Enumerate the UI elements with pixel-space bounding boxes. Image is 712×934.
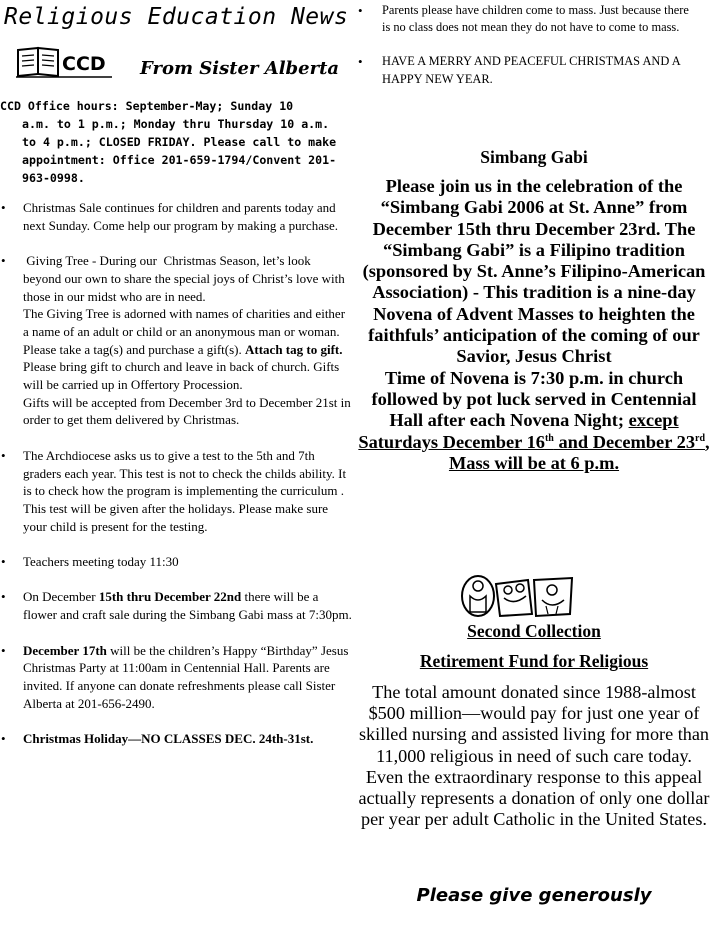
- announcement-list: [0, 199, 352, 748]
- list-item: [356, 2, 696, 36]
- craft-sale-text-a: On December: [23, 589, 99, 605]
- archdiocese-test-text: The Archdiocese asks us to give a test to the 5th and 7th graders each year. This test is not to check the childs ability. It is to check how the program is implementing the curriculum . This test will be given after the holidays. Please make sure your child is present for the testing.: [23, 447, 347, 534]
- ordinal-suffix: th: [544, 432, 554, 444]
- simbang-gabi-body: [356, 176, 712, 474]
- please-give-generously: Please give generously: [416, 885, 652, 906]
- retirement-fund-body: The total amount donated since 1988-almost $500 million—would pay for just one year of skilled nursing and assisted living for more than 11,000 religious in need of such care today. Even the extraordinary response to this appeal actually represents a donation of only one dollar per year per adult Catholic in the United States.: [358, 682, 710, 830]
- ccd-logo-text: CCD: [62, 53, 106, 75]
- ccd-logo: [16, 44, 112, 78]
- saturday-exception-c: , Mass will be at 6 p.m.: [448, 431, 710, 473]
- giving-tree-drop-off: Please bring gift to church and leave in back of church. Gifts will be carried up in Offertory Procession.: [23, 359, 340, 393]
- giving-tree-text: The Giving Tree is adorned with names of charities and either a name of an adult or child or an anonymous man or woman. Please take a tag(s) and purchase a gift(s).: [23, 306, 346, 357]
- retirement-fund-title: Retirement Fund for Religious: [419, 651, 649, 671]
- simbang-gabi-title: Simbang Gabi: [480, 147, 588, 167]
- saturday-exception-a: except Saturdays December 16: [358, 410, 679, 452]
- saturday-exception-b: and December 23: [553, 431, 696, 452]
- office-hours: [0, 97, 348, 187]
- mass-reminder-text: Parents please have children come to mass. Just because there is no class does not mean they do not have to come to mass.: [382, 3, 689, 35]
- second-collection-title: Second Collection: [467, 621, 601, 641]
- attach-tag-note: Attach tag to gift.: [245, 341, 343, 357]
- teachers-meeting-text: Teachers meeting today 11:30: [23, 554, 179, 570]
- craft-sale-dates: 15th thru December 22nd: [98, 589, 242, 605]
- list-item: [0, 199, 352, 234]
- simbang-gabi-description: Please join us in the celebration of the “Simbang Gabi 2006 at St. Anne” from December 15th thru December 23rd. The “Simbang Gabi” is a Filipino tradition (sponsored by St. Anne’s Filipino-American Association) - This tradition is a nine-day Novena of Advent Masses to heighten the faithfuls’ anticipation of the coming of our Savior, Jesus Christ: [362, 176, 706, 367]
- list-item: [0, 553, 352, 571]
- list-item: [0, 447, 352, 536]
- holiday-label: Christmas Holiday: [23, 731, 129, 746]
- party-text: will be the children’s Happy “Birthday” Jesus Christmas Party at 11:00am in Centennial Hall. Parents are invited. If anyone can donate refreshments please call Sister Alberta at 201-656-2490.: [23, 642, 349, 711]
- office-hours-details: a.m. to 1 p.m.; Monday thru Thursday 10 a.m. to 4 p.m.; CLOSED FRIDAY. Please call to make appointment: Office 201-659-1794/Convent 201-963-0998.: [22, 117, 337, 185]
- list-item: [0, 642, 352, 713]
- office-hours-first-line: CCD Office hours: September-May; Sunday 10: [0, 99, 294, 113]
- masthead-title: Religious Education News: [4, 4, 349, 30]
- list-item: [0, 730, 352, 748]
- giving-tree-details: [23, 305, 352, 358]
- right-announcement-list: [356, 2, 696, 105]
- left-column: [0, 0, 352, 934]
- list-item: [356, 53, 696, 87]
- giving-tree-dates: Gifts will be accepted from December 3rd to December 21st in order to get them delivered by Christmas.: [23, 394, 351, 428]
- party-date: December 17th: [23, 642, 107, 658]
- list-item: [0, 252, 352, 429]
- list-item: [0, 588, 352, 623]
- ordinal-suffix: rd: [695, 432, 706, 444]
- praying-people-clipart: [456, 572, 576, 620]
- craft-sale-text-c: there will be a flower and craft sale during the Simbang Gabi mass at 7:30pm.: [23, 589, 352, 623]
- open-book-icon: [16, 44, 112, 78]
- christmas-sale-text: Christmas Sale continues for children and parents today and next Sunday. Come help our program by making a purchase.: [23, 200, 339, 233]
- merry-christmas-text: HAVE A MERRY AND PEACEFUL CHRISTMAS AND A HAPPY NEW YEAR.: [382, 54, 681, 86]
- giving-tree-intro: • Giving Tree - During our Christmas Season, let’s look beyond our own to share the special joys of Christ’s love with those in our midst who are in need.: [23, 253, 348, 304]
- right-column: [356, 0, 712, 934]
- holiday-dates: —NO CLASSES DEC. 24th-31st.: [128, 731, 314, 746]
- from-sister-alberta: From Sister Alberta: [140, 58, 340, 79]
- novena-time-text: Time of Novena is 7:30 p.m. in church followed by pot luck served in Centennial Hall after each Novena Night;: [371, 367, 697, 431]
- praying-people-icon: [456, 572, 576, 620]
